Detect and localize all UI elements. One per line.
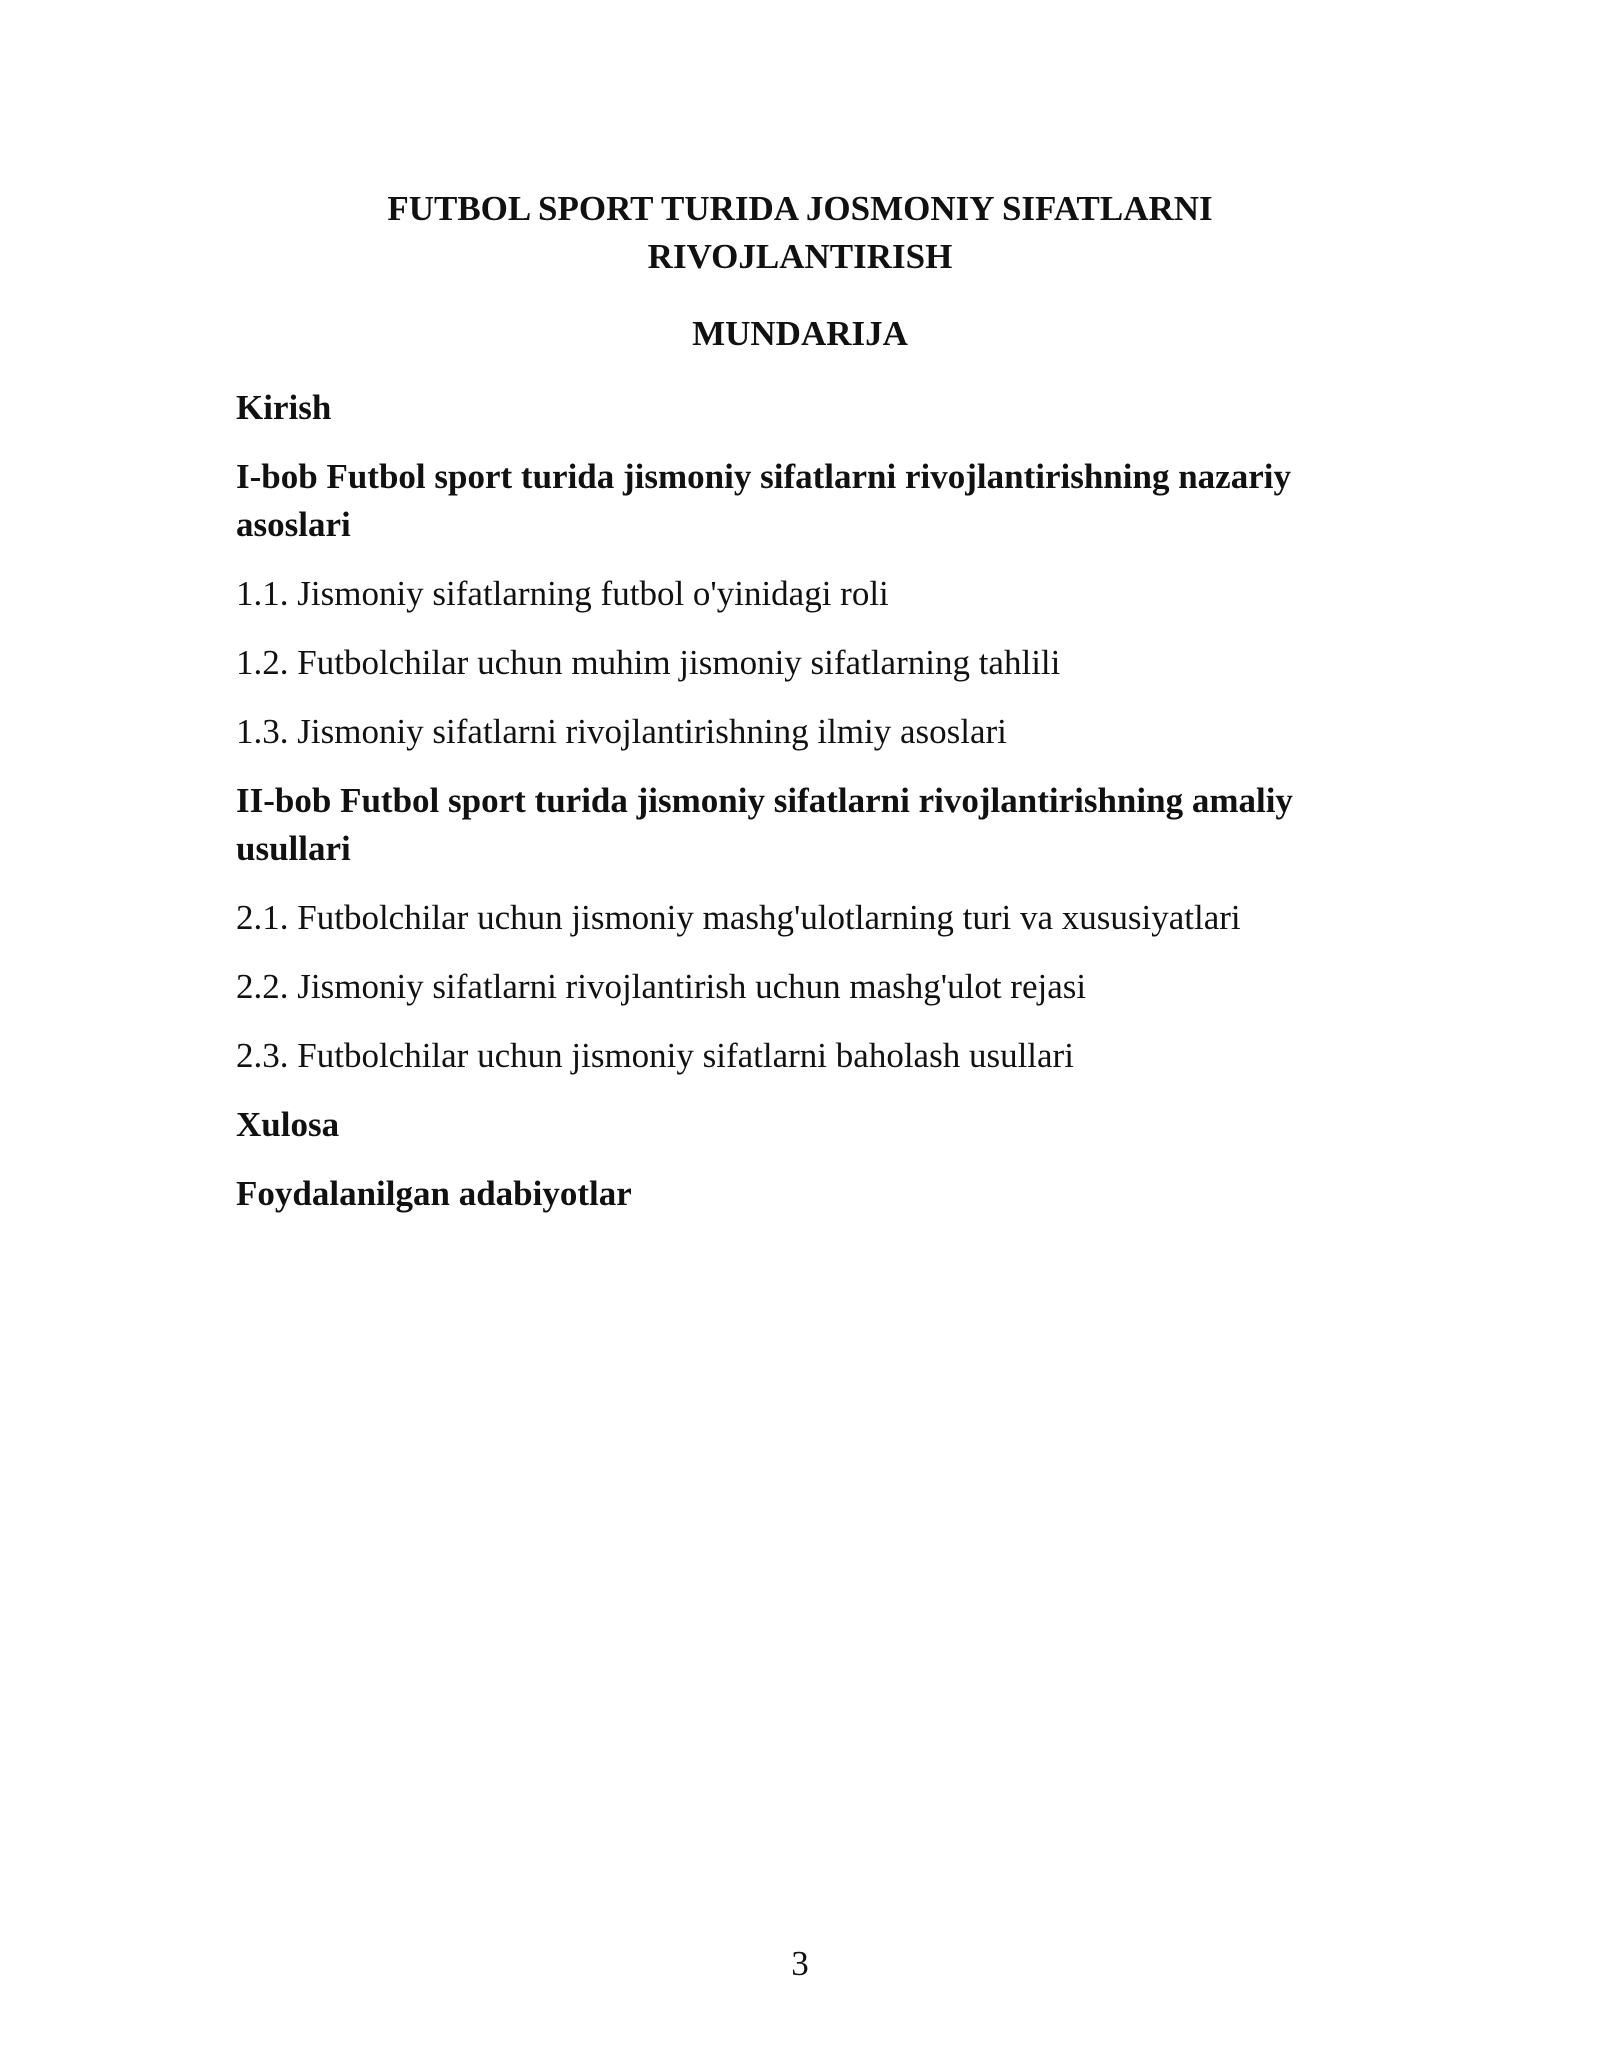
toc-item-2-2: 2.2. Jismoniy sifatlarni rivojlantirish uchun mashg'ulot rejasi <box>236 967 1087 1006</box>
document-title: FUTBOL SPORT TURIDA JOSMONIY SIFATLARNI RIVOJLANTIRISH <box>387 189 1213 276</box>
toc-item-1-3: 1.3. Jismoniy sifatlarni rivojlantirishning ilmiy asoslari <box>236 712 1007 751</box>
toc-item-xulosa: Xulosa <box>236 1105 340 1144</box>
table-of-contents <box>236 384 1364 1239</box>
toc-item-chapter-2: II-bob Futbol sport turida jismoniy sifatlarni rivojlantirishning amaliy usullari <box>236 781 1293 868</box>
page-number: 3 <box>791 1944 809 1983</box>
toc-item-1-2: 1.2. Futbolchilar uchun muhim jismoniy sifatlarning tahlili <box>236 643 1061 682</box>
toc-item-1-1: 1.1. Jismoniy sifatlarning futbol o'yinidagi roli <box>236 574 889 613</box>
toc-item-2-3: 2.3. Futbolchilar uchun jismoniy sifatlarni baholash usullari <box>236 1036 1074 1075</box>
toc-item-2-1: 2.1. Futbolchilar uchun jismoniy mashg'ulotlarning turi va xususiyatlari <box>236 898 1241 937</box>
toc-item-kirish: Kirish <box>236 388 332 427</box>
toc-item-adabiyotlar: Foydalanilgan adabiyotlar <box>236 1174 632 1213</box>
toc-item-chapter-1: I-bob Futbol sport turida jismoniy sifatlarni rivojlantirishning nazariy asoslari <box>236 457 1291 544</box>
contents-heading: MUNDARIJA <box>692 314 908 353</box>
